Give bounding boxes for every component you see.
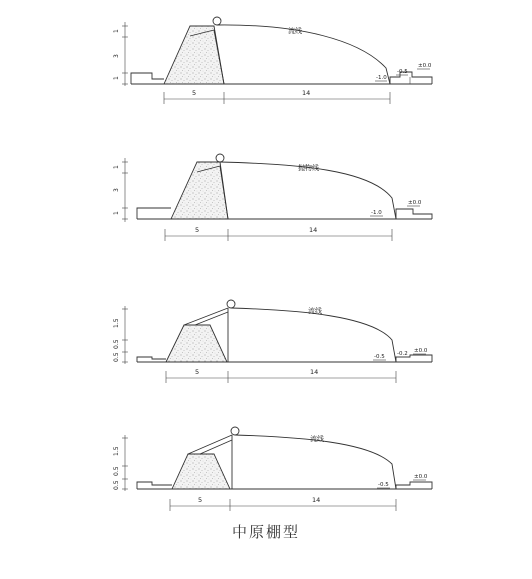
level-label: -0.5 xyxy=(378,482,389,488)
dim-width-5: 5 xyxy=(192,89,197,97)
diagram-title: 中原棚型 xyxy=(231,523,300,541)
ridge-marker xyxy=(227,300,235,308)
curve-label: 流线 xyxy=(308,307,322,315)
vertical-dim-1: 1.5 xyxy=(113,318,120,328)
vertical-dim-3: 0.5 xyxy=(113,352,120,362)
section-2 xyxy=(113,154,432,241)
vertical-dim-2: 3 xyxy=(113,188,120,192)
vertical-dim-3: 0.5 xyxy=(113,480,120,490)
level-label: -1.0 xyxy=(376,75,387,81)
dim-width-5: 5 xyxy=(198,496,203,504)
level-label: ±0.0 xyxy=(418,63,432,69)
level-label: -0.5 xyxy=(374,354,385,360)
section-1 xyxy=(113,17,432,104)
section-3 xyxy=(113,300,432,383)
dim-width-14: 14 xyxy=(309,226,318,234)
roof-curve xyxy=(217,25,390,84)
dim-width-14: 14 xyxy=(310,368,319,376)
ridge-marker xyxy=(216,154,224,162)
roof-curve xyxy=(231,308,396,362)
vertical-dim-3: 1 xyxy=(113,76,120,80)
level-label: -0.5 xyxy=(397,69,408,75)
dim-width-5: 5 xyxy=(195,226,200,234)
level-label: -1.0 xyxy=(371,210,382,216)
ridge-marker xyxy=(231,427,239,435)
vertical-dim-3: 1 xyxy=(113,211,120,215)
vertical-dim-1: 1 xyxy=(113,165,120,169)
curve-label: 抛物线 xyxy=(298,164,319,172)
curve-label: 流线 xyxy=(288,27,302,35)
roof-curve xyxy=(235,435,396,489)
soil-wall xyxy=(166,325,227,362)
vertical-dim-1: 1 xyxy=(113,29,120,33)
dim-width-14: 14 xyxy=(312,496,321,504)
level-label: ±0.0 xyxy=(414,474,428,480)
soil-wall xyxy=(171,162,228,219)
level-label: ±0.0 xyxy=(414,348,428,354)
vertical-dim-2: 0.5 xyxy=(113,466,120,476)
vertical-dim-2: 3 xyxy=(113,54,120,58)
dim-width-14: 14 xyxy=(302,89,311,97)
vertical-dim-1: 1.5 xyxy=(113,446,120,456)
section-4 xyxy=(113,427,432,511)
curve-label: 流线 xyxy=(310,435,324,443)
level-label: -0.2 xyxy=(397,351,408,357)
dim-width-5: 5 xyxy=(195,368,200,376)
ridge-marker xyxy=(213,17,221,25)
level-label: ±0.0 xyxy=(408,200,422,206)
vertical-dim-2: 0.5 xyxy=(113,339,120,349)
soil-wall xyxy=(172,454,230,489)
